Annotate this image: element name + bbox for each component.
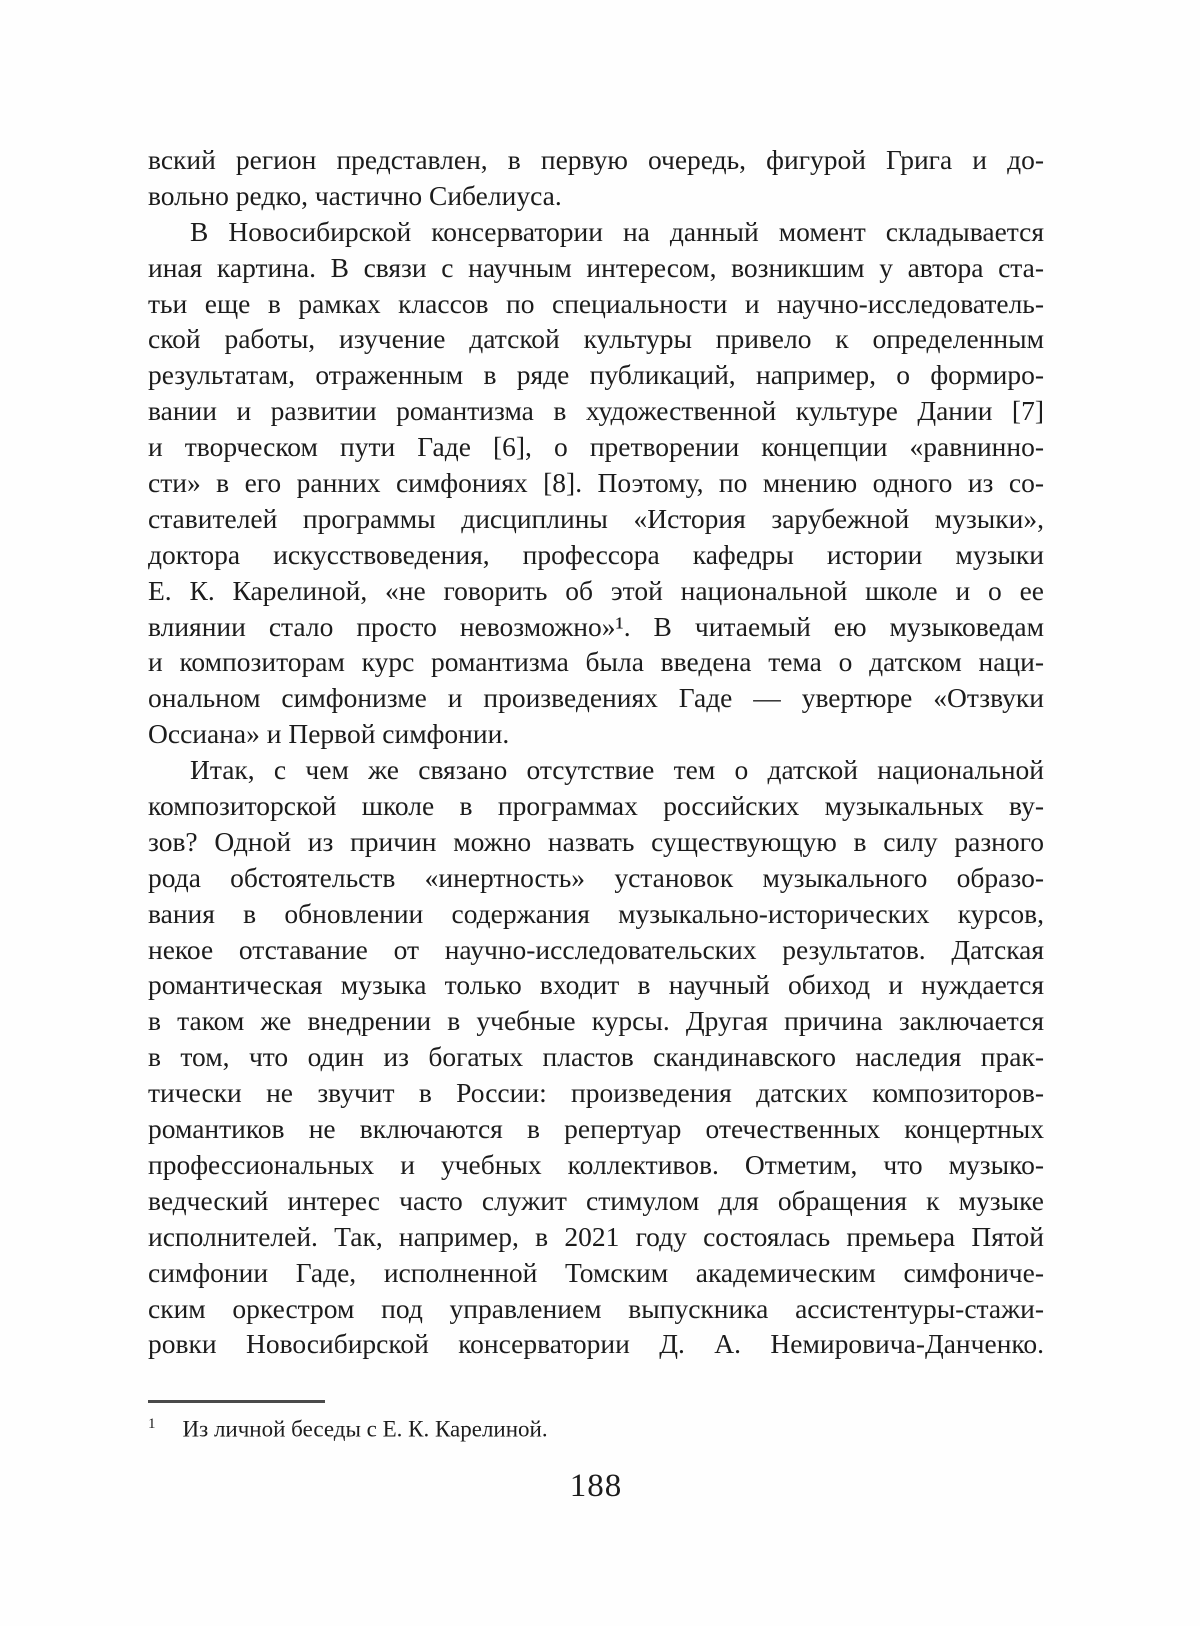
footnote <box>148 1409 1044 1445</box>
text-line: доктора искусствоведения, профессора кафедры истории музыки <box>148 538 1044 570</box>
text-line: симфонии Гаде, исполненной Томским академическим симфониче- <box>148 1256 1044 1288</box>
text-line: тьи еще в рамках классов по специальности и научно-исследователь- <box>148 287 1044 319</box>
text-line: влиянии стало просто невозможно»¹. В читаемый ею музыковедам <box>148 610 1044 642</box>
text-line: романтическая музыка только входит в научный обиход и нуждается <box>148 969 1044 1001</box>
page-number: 188 <box>569 1468 623 1504</box>
footnote-text: Из личной беседы с Е. К. Карелиной. <box>182 1416 548 1442</box>
footnote-separator <box>148 1400 325 1403</box>
text-line: романтиков не включаются в репертуар отечественных концертных <box>148 1113 1044 1145</box>
text-line: в таком же внедрении в учебные курсы. Другая причина заключается <box>148 1005 1044 1037</box>
text-line: сти» в его ранних симфониях [8]. Поэтому, по мнению одного из со- <box>148 467 1044 499</box>
text-line: композиторской школе в программах российских музыкальных ву- <box>148 790 1044 822</box>
text-line: вольно редко, частично Сибелиуса. <box>148 179 562 211</box>
text-line: некое отставание от научно-исследовательских результатов. Датская <box>148 933 1044 965</box>
text-line: ональном симфонизме и произведениях Гаде — увертюре «Отзвуки <box>148 682 1044 714</box>
footnote-marker: 1 <box>148 1416 156 1432</box>
text-line: и композиторам курс романтизма была введена тема о датском наци- <box>148 646 1044 678</box>
text-line: Е. К. Карелиной, «не говорить об этой национальной школе и о ее <box>148 574 1044 606</box>
body-text <box>148 142 1044 1362</box>
text-line: зов? Одной из причин можно назвать существующую в силу разного <box>148 825 1044 857</box>
text-line: ским оркестром под управлением выпускника ассистентуры-стажи- <box>148 1292 1044 1324</box>
text-line: и творческом пути Гаде [6], о претворении концепции «равнинно- <box>148 431 1044 463</box>
text-line: вании и развитии романтизма в художественной культуре Дании [7] <box>148 395 1044 427</box>
text-line: результатам, отраженным в ряде публикаций, например, о формиро- <box>148 359 1044 391</box>
text-line: в том, что один из богатых пластов скандинавского наследия прак- <box>148 1041 1044 1073</box>
text-line: тически не звучит в России: произведения датских композиторов- <box>148 1077 1044 1109</box>
text-line: ставителей программы дисциплины «История зарубежной музыки», <box>148 502 1044 534</box>
text-line: рода обстоятельств «инертность» установок музыкального образо- <box>148 861 1044 893</box>
text-line: иная картина. В связи с научным интересом, возникшим у автора ста- <box>148 251 1044 283</box>
text-line: Оссиана» и Первой симфонии. <box>148 718 510 750</box>
text-line: ведческий интерес часто служит стимулом для обращения к музыке <box>148 1184 1044 1216</box>
text-line: В Новосибирской консерватории на данный момент складывается <box>190 215 1044 247</box>
text-line: ровки Новосибирской консерватории Д. А. Немировича-Данченко. <box>148 1328 1044 1360</box>
text-line: профессиональных и учебных коллективов. Отметим, что музыко- <box>148 1148 1044 1180</box>
text-line: вания в обновлении содержания музыкально-исторических курсов, <box>148 897 1044 929</box>
text-line: Итак, с чем же связано отсутствие тем о датской национальной <box>190 754 1044 786</box>
text-line: вский регион представлен, в первую очередь, фигурой Грига и до- <box>148 144 1044 175</box>
text-line: исполнителей. Так, например, в 2021 году состоялась премьера Пятой <box>148 1220 1044 1252</box>
text-line: ской работы, изучение датской культуры привело к определенным <box>148 323 1044 355</box>
